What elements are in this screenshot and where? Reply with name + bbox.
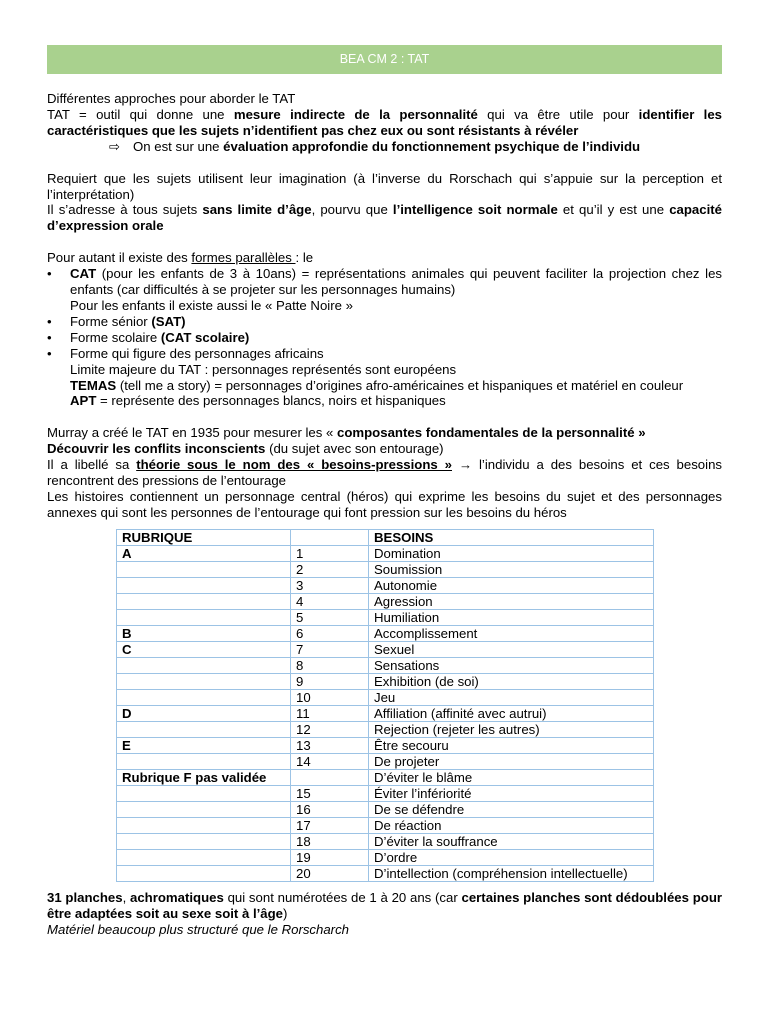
forms-intro: Pour autant il existe des formes parallèles : le [47,250,314,266]
arrow-right-icon: ⇨ [109,138,121,154]
table-row [117,769,654,785]
table-row [117,625,654,641]
list-item: • CAT (pour les enfants de 3 à 10ans) = représentations animales qui peuvent faciliter la projection chez les enfants (car difficultés à se projeter sur les personnages humains) Pour les enfants il existe aussi le « Patte Noire » [47,266,722,314]
number-cell [291,769,369,785]
number-cell: 12 [291,721,369,737]
besoin-cell: Éviter l’infériorité [369,785,654,801]
table-row [117,577,654,593]
list-item: • Forme scolaire (CAT scolaire) [47,330,722,346]
rubrique-cell [117,849,291,865]
rubrique-cell [117,817,291,833]
table-row [117,865,654,881]
besoin-cell: Domination [369,545,654,561]
besoin-cell: Soumission [369,561,654,577]
number-cell: 3 [291,577,369,593]
table-row [117,785,654,801]
rubrique-cell: A [117,545,291,561]
rubrique-cell [117,833,291,849]
besoin-cell: Jeu [369,689,654,705]
table-row [117,641,654,657]
document-page [47,45,722,937]
besoin-cell: D’intellection (compréhension intellectuelle) [369,865,654,881]
besoin-cell: Agression [369,593,654,609]
rubrique-cell [117,785,291,801]
needs-table [116,529,654,882]
rubrique-cell [117,657,291,673]
rubrique-cell [117,593,291,609]
besoin-cell: De se défendre [369,801,654,817]
number-cell: 9 [291,673,369,689]
murray-line: Murray a créé le TAT en 1935 pour mesurer les « composantes fondamentales de la personnalité » [47,425,646,441]
besoin-cell: Sexuel [369,641,654,657]
planches-paragraph: 31 planches, achromatiques qui sont numérotées de 1 à 20 ans (car certaines planches sont dédoublées pour être adaptées soit au sexe soit à l’âge) [47,889,723,921]
number-cell: 13 [291,737,369,753]
number-cell: 17 [291,817,369,833]
rubrique-cell [117,801,291,817]
besoin-cell: De projeter [369,753,654,769]
table-row [117,673,654,689]
table-row [117,753,654,769]
number-cell: 6 [291,625,369,641]
conflicts-line: Découvrir les conflits inconscients (du sujet avec son entourage) [47,441,444,457]
number-cell: 4 [291,593,369,609]
table-row [117,545,654,561]
number-cell [291,529,369,545]
table-row [117,609,654,625]
rubrique-cell [117,865,291,881]
list-item: • Forme qui figure des personnages africains Limite majeure du TAT : personnages représentés sont européens TEMAS (tell me a story) = personnages d’origines afro-américaines et hispaniques et matériel en couleur APT = représente des personnages blancs, noirs et hispaniques [47,346,722,410]
table-row [117,817,654,833]
imagination-paragraph: Requiert que les sujets utilisent leur imagination (à l’inverse du Rorschach qui s’appuie sur la perception et l’interprétation) [47,170,722,202]
number-cell: 11 [291,705,369,721]
forms-list [47,266,722,409]
rubrique-cell: Rubrique F pas validée [117,769,291,785]
table-row [117,689,654,705]
page-title-banner [47,45,722,74]
number-cell: 19 [291,849,369,865]
rubrique-cell [117,673,291,689]
number-cell: 15 [291,785,369,801]
rubrique-cell: C [117,641,291,657]
besoin-cell: BESOINS [369,529,654,545]
number-cell: 5 [291,609,369,625]
rubrique-cell [117,721,291,737]
rubrique-cell: RUBRIQUE [117,529,291,545]
number-cell: 16 [291,801,369,817]
intro-line: Différentes approches pour aborder le TAT [47,91,296,106]
besoin-cell: Affiliation (affinité avec autrui) [369,705,654,721]
number-cell: 8 [291,657,369,673]
table-row [117,737,654,753]
table-row [117,705,654,721]
table-row [117,849,654,865]
rubrique-cell: E [117,737,291,753]
besoin-cell: D’éviter la souffrance [369,833,654,849]
evaluation-note: ⇨ On est sur une évaluation approfondie du fonctionnement psychique de l’individu [109,138,641,154]
besoin-cell: Exhibition (de soi) [369,673,654,689]
besoin-cell: Rejection (rejeter les autres) [369,721,654,737]
number-cell: 14 [291,753,369,769]
besoin-cell: D’ordre [369,849,654,865]
number-cell: 20 [291,865,369,881]
number-cell: 7 [291,641,369,657]
rubrique-cell [117,561,291,577]
number-cell: 18 [291,833,369,849]
rubrique-cell [117,609,291,625]
rubrique-cell: B [117,625,291,641]
besoin-cell: Humiliation [369,609,654,625]
tat-definition: TAT = outil qui donne une mesure indirecte de la personnalité qui va être utile pour identifier les caractéristiques que les sujets n’identifient pas chez eux ou sont résistants à révéler [47,106,723,138]
stories-line: Les histoires contiennent un personnage central (héros) qui exprime les besoins du sujet et des personnages annexes qui sont les personnes de l’entourage qui font pression sur les besoins du héros [47,488,722,520]
table-row [117,561,654,577]
table-row [117,801,654,817]
number-cell: 1 [291,545,369,561]
table-row [117,833,654,849]
table-row [117,657,654,673]
list-item: • Forme sénior (SAT) [47,314,722,330]
rubrique-cell [117,577,291,593]
table-row [117,593,654,609]
rubrique-cell: D [117,705,291,721]
besoin-cell: Être secouru [369,737,654,753]
table-row [117,721,654,737]
theory-line: Il a libellé sa théorie sous le nom des « besoins-pressions » → l’individu a des besoins et ces besoins rencontrent des pressions de l’entourage [47,457,722,489]
besoin-cell: Accomplissement [369,625,654,641]
besoin-cell: D’éviter le blâme [369,769,654,785]
audience-paragraph: Il s’adresse à tous sujets sans limite d’âge, pourvu que l’intelligence soit normale et qu’il y est une capacité d’expression orale [47,202,722,234]
number-cell: 2 [291,561,369,577]
besoin-cell: Autonomie [369,577,654,593]
number-cell: 10 [291,689,369,705]
rubrique-cell [117,689,291,705]
rubrique-cell [117,753,291,769]
material-note: Matériel beaucoup plus structuré que le Rorscharch [47,921,350,937]
page-title: BEA CM 2 : TAT [339,52,430,66]
besoin-cell: De réaction [369,817,654,833]
table-header-row [117,529,654,545]
besoin-cell: Sensations [369,657,654,673]
